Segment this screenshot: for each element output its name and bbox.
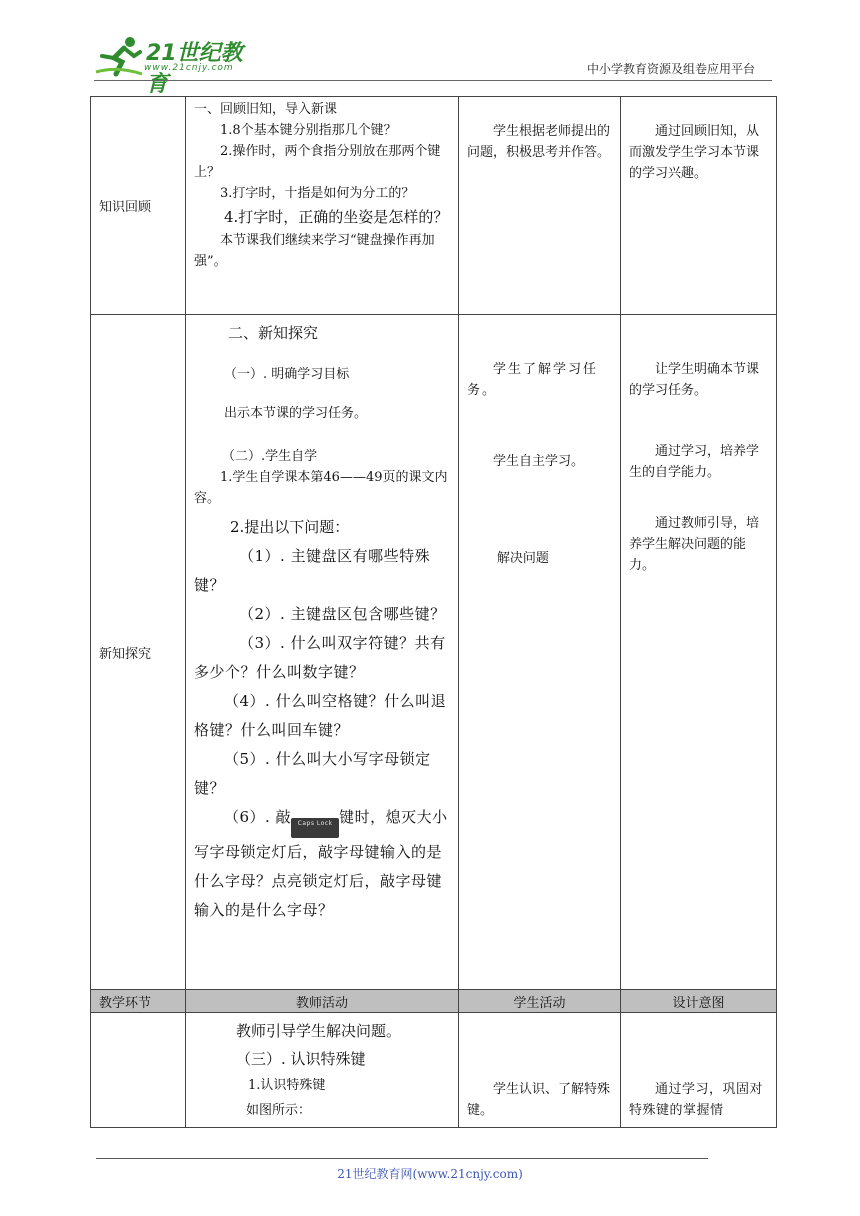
design-intent-1: 让学生明确本节课的学习任务。 — [629, 362, 760, 398]
logo — [94, 36, 264, 97]
student-activity: 学生根据老师提出的问题，积极思考并作答。 — [467, 124, 611, 160]
section-title: 二、新知探究 — [228, 324, 319, 342]
question-6 — [194, 803, 450, 925]
review-q3: 3.打字时，十指是如何为分工的？ — [220, 186, 415, 201]
goal-text: 出示本节课的学习任务。 — [224, 406, 368, 421]
stage-label: 知识回顾 — [99, 200, 152, 215]
logo-url: www.21cnjy.com — [144, 63, 234, 73]
logo-text: 21世纪教育 — [146, 41, 243, 97]
review-q4: 4.打字时，正确的坐姿是怎样的？ — [224, 208, 449, 226]
self-study-text: 1.学生自学课本第46——49页的课文内容。 — [194, 470, 448, 506]
question-5: （5）. 什么叫大小写字母锁定键？ — [194, 750, 431, 797]
platform-name: 中小学教育资源及组卷应用平台 — [586, 62, 755, 76]
guide-text: 教师引导学生解决问题。 — [236, 1022, 402, 1040]
student-activity-1: 学生了解学习任务。 — [467, 362, 599, 398]
table-row-special-keys — [91, 1013, 777, 1128]
figure-caption: 如图所示： — [246, 1103, 312, 1118]
special-keys-heading: （三）. 认识特殊键 — [236, 1050, 366, 1068]
special-keys-item: 1.认识特殊键 — [248, 1078, 326, 1093]
runner-logo-icon — [94, 36, 144, 80]
question-6-start: （6）. 敲 — [224, 808, 292, 826]
design-intent: 通过回顾旧知，从而激发学生学习本节课的学习兴趣。 — [629, 124, 760, 181]
col-header-stage: 教学环节 — [91, 990, 186, 1013]
student-activity-3: 解决问题 — [496, 551, 549, 566]
lesson-table — [90, 96, 777, 1128]
col-header-student: 学生活动 — [459, 990, 621, 1013]
design-intent-2: 通过学习，培养学生的自学能力。 — [629, 444, 760, 480]
review-q2: 2.操作时，两个食指分别放在那两个键上？ — [194, 144, 441, 180]
review-q1: 1.8个基本键分别指那几个键？ — [220, 123, 397, 138]
question-4: （4）. 什么叫空格键？什么叫退格键？什么叫回车键？ — [194, 692, 447, 739]
question-1: （1）. 主键盘区有哪些特殊键？ — [194, 547, 431, 594]
design-intent-3: 通过教师引导，培养学生解决问题的能力。 — [629, 516, 760, 573]
caps-lock-key-icon: Caps Lock — [291, 818, 339, 838]
questions-heading: 2.提出以下问题： — [230, 518, 350, 536]
header-divider — [94, 80, 772, 81]
student-activity-2: 学生自主学习。 — [493, 454, 585, 469]
question-6-end: 键时，熄灭大小写字母锁定灯后，敲字母键输入的是什么字母？点亮锁定灯后，敲字母键输入的是什么字母？ — [194, 808, 448, 919]
question-2: （2）. 主键盘区包含哪些键？ — [239, 605, 446, 623]
stage-label: 新知探究 — [99, 646, 152, 662]
review-heading: 一、回顾旧知，导入新课 — [194, 102, 338, 117]
col-header-teacher: 教师活动 — [186, 990, 459, 1013]
design-intent: 通过学习，巩固对特殊键的掌握情 — [629, 1082, 764, 1118]
student-activity: 学生认识、了解特殊键。 — [467, 1082, 611, 1118]
table-header-row — [91, 990, 777, 1013]
col-header-intent: 设计意图 — [621, 990, 777, 1013]
table-row-review — [91, 97, 777, 315]
table-row-explore — [91, 315, 777, 990]
page-header — [0, 0, 860, 97]
review-intro: 本节课我们继续来学习“键盘操作再加强”。 — [194, 233, 435, 269]
self-study-heading: （二）.学生自学 — [222, 449, 318, 464]
goal-heading: （一）. 明确学习目标 — [224, 367, 350, 382]
footer-link[interactable]: 21世纪教育网(www.21cnjy.com) — [337, 1167, 523, 1181]
question-3: （3）. 什么叫双字符键？共有多少个？什么叫数字键？ — [194, 634, 446, 681]
footer-divider — [96, 1158, 708, 1159]
